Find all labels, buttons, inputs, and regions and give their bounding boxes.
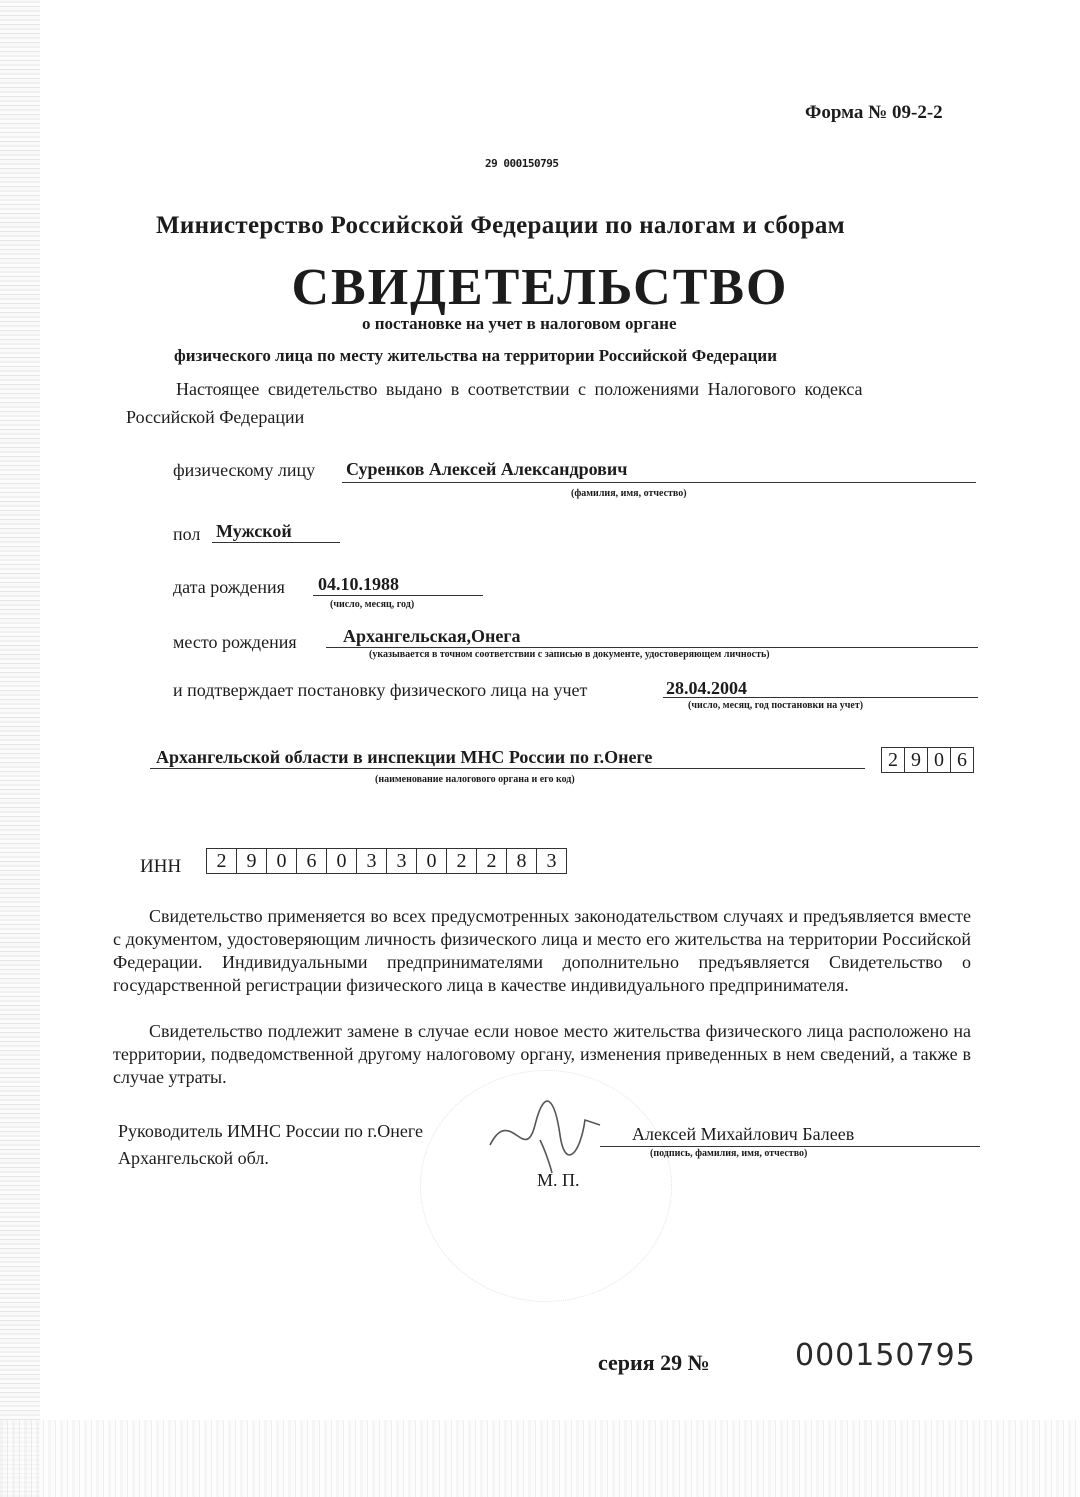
inn-digit: 3 — [357, 849, 387, 873]
pob-value: Архангельская,Онега — [343, 626, 521, 646]
tax-authority-underline — [150, 768, 865, 769]
registration-hint: (число, месяц, год постановки на учет) — [688, 700, 864, 711]
inn-box — [206, 848, 567, 874]
intro-line-1: Настоящее свидетельство выдано в соответствии с положениями Налогового кодекса — [176, 379, 863, 399]
body-paragraph-2-text: Свидетельство подлежит замене в случае если новое место жительства физического лица расположено на территории, подведомственной другому налоговому органу, изменения приведенных в нем сведений, а также в случае утраты. — [113, 1021, 971, 1087]
person-underline — [342, 482, 976, 483]
pob-label: место рождения — [173, 632, 297, 652]
sex-label: пол — [173, 524, 201, 544]
inn-digit: 6 — [297, 849, 327, 873]
code-digit: 0 — [928, 748, 951, 772]
body-paragraph-1 — [113, 905, 971, 997]
dob-value: 04.10.1988 — [318, 574, 399, 594]
tax-authority-name: Архангельской области в инспекции МНС России по г.Онеге — [156, 747, 653, 767]
inn-digit: 2 — [447, 849, 477, 873]
signature-icon — [480, 1095, 620, 1175]
head-title-line-2: Архангельской обл. — [118, 1148, 269, 1168]
inn-digit: 8 — [507, 849, 537, 873]
dob-hint: (число, месяц, год) — [330, 599, 415, 610]
tax-authority-code-box — [881, 747, 974, 773]
sex-value: Мужской — [216, 521, 292, 541]
scan-noise-left — [0, 0, 40, 1497]
intro-line-2: Российской Федерации — [126, 407, 305, 427]
inn-digit: 0 — [417, 849, 447, 873]
person-label: физическому лицу — [173, 460, 316, 480]
top-serial-number: 29 000150795 — [485, 157, 559, 170]
person-hint: (фамилия, имя, отчество) — [571, 488, 687, 499]
registration-label: и подтверждает постановку физического лица на учет — [173, 680, 588, 700]
dob-underline — [313, 595, 483, 596]
body-paragraph-1-text: Свидетельство применяется во всех предусмотренных законодательством случаях и предъявляется вместе с документом, удостоверяющим личность физического лица и место его жительства на территории Российской Федерации. Индивидуальными предпринимателями дополнительно предъявляется Свидетельство о государственной регистрации физического лица в качестве индивидуального предпринимателя. — [113, 906, 971, 995]
signer-hint: (подпись, фамилия, имя, отчество) — [650, 1148, 808, 1159]
document-title: СВИДЕТЕЛЬСТВО — [291, 259, 789, 316]
inn-digit: 0 — [327, 849, 357, 873]
series-number: 000150795 — [795, 1338, 976, 1373]
inn-digit: 2 — [207, 849, 237, 873]
signer-name: Алексей Михайлович Балеев — [632, 1124, 855, 1144]
series-label: серия 29 № — [598, 1350, 710, 1375]
pob-underline — [326, 647, 978, 648]
scan-noise-bottom — [0, 1420, 1080, 1497]
inn-label: ИНН — [140, 856, 182, 877]
inn-digit: 3 — [387, 849, 417, 873]
registration-underline — [663, 697, 978, 698]
person-name: Суренков Алексей Александрович — [346, 459, 628, 479]
signer-underline — [600, 1146, 980, 1147]
subtitle-line-1: о постановке на учет в налоговом органе — [362, 314, 677, 333]
sex-underline — [212, 542, 340, 543]
inn-digit: 9 — [237, 849, 267, 873]
registration-date: 28.04.2004 — [666, 678, 747, 698]
inn-digit: 2 — [477, 849, 507, 873]
subtitle-line-2: физического лица по месту жительства на территории Российской Федерации — [174, 346, 778, 365]
code-digit: 2 — [882, 748, 905, 772]
tax-authority-hint: (наименование налогового органа и его код) — [375, 774, 575, 785]
form-number: Форма № 09-2-2 — [805, 102, 943, 123]
code-digit: 9 — [905, 748, 928, 772]
pob-hint: (указывается в точном соответствии с записью в документе, удостоверяющем личность) — [369, 649, 770, 660]
stamp-place-label: М. П. — [537, 1170, 580, 1190]
head-title-line-1: Руководитель ИМНС России по г.Онеге — [118, 1121, 424, 1141]
inn-digit: 3 — [546, 850, 557, 872]
code-digit: 6 — [957, 749, 967, 771]
ministry-heading: Министерство Российской Федерации по налогам и сборам — [156, 212, 845, 239]
inn-digit: 0 — [267, 849, 297, 873]
dob-label: дата рождения — [173, 577, 285, 597]
